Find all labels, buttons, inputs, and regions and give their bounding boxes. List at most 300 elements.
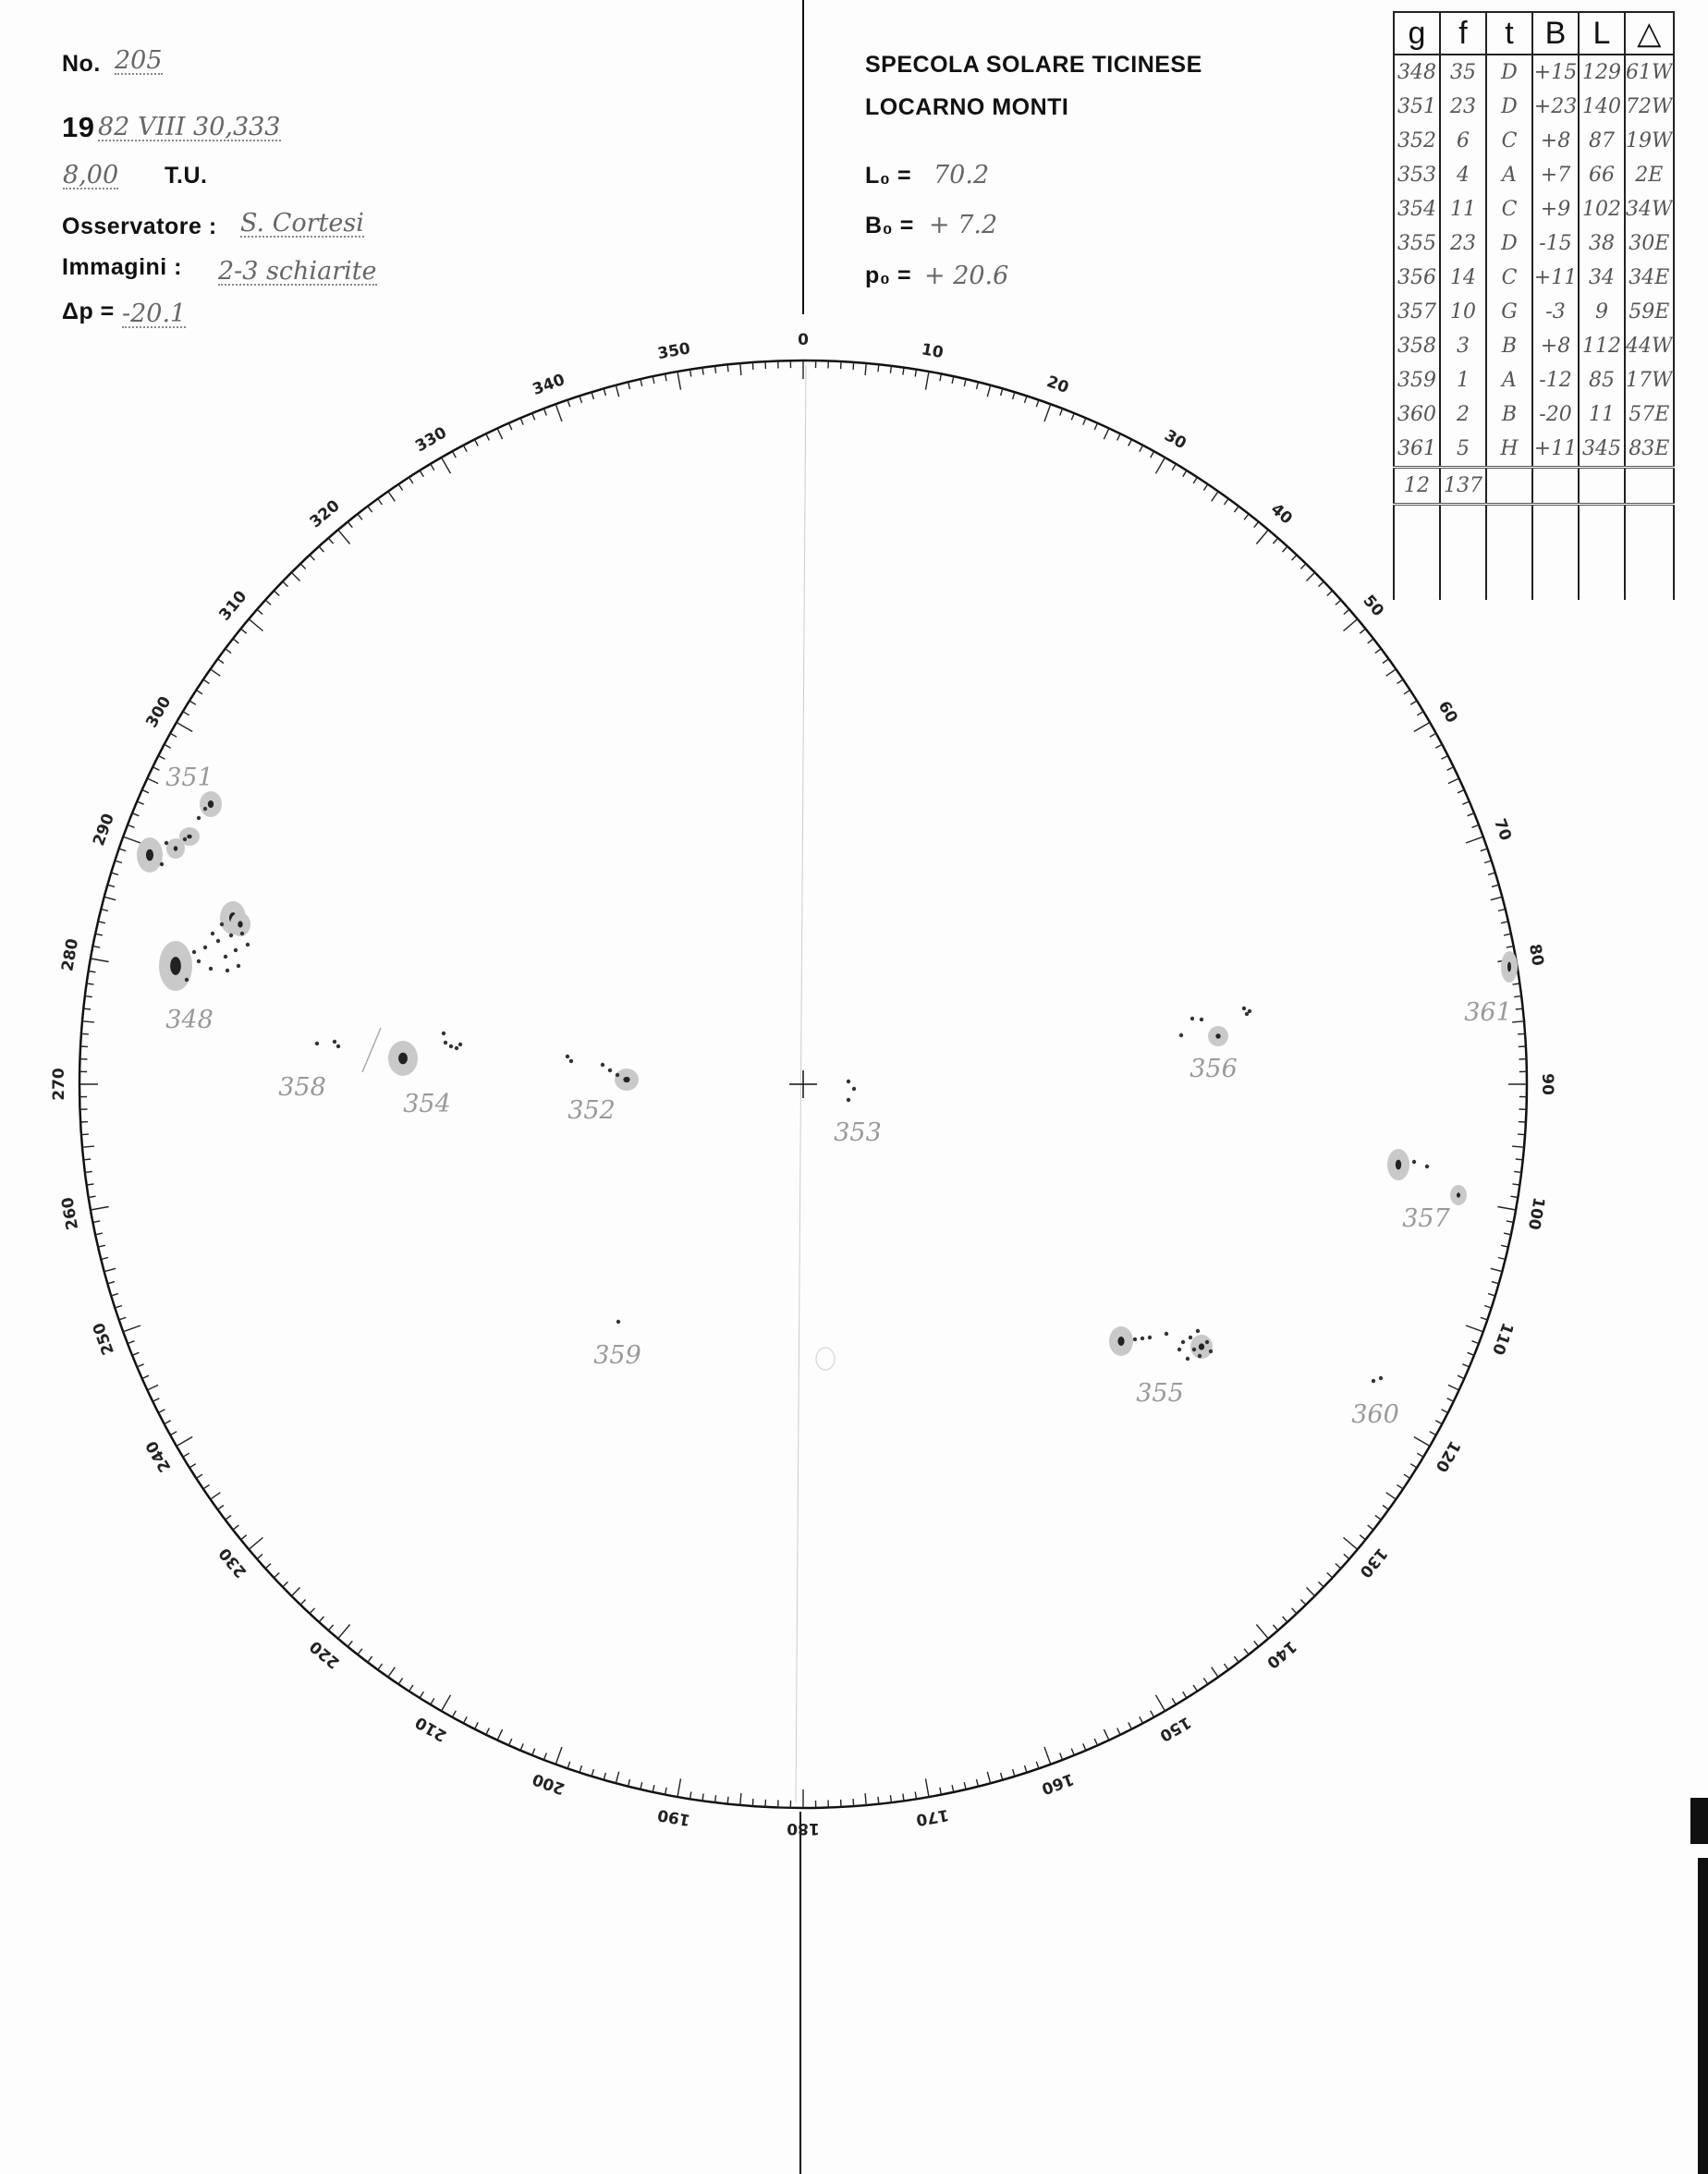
scale-tick (142, 1375, 149, 1378)
scale-tick (903, 1794, 904, 1801)
scale-tick (1327, 591, 1333, 596)
scale-tick (1001, 388, 1003, 396)
scale-tick (431, 1698, 434, 1704)
scale-tick (233, 1525, 238, 1530)
scale-tick (218, 659, 225, 664)
scale-tick (1497, 1207, 1516, 1211)
scale-label-350: 350 (655, 339, 692, 364)
scale-tick (1283, 546, 1287, 552)
scale-tick (940, 373, 942, 381)
scale-tick (83, 1008, 91, 1009)
scale-label-110: 110 (1488, 1320, 1517, 1358)
scale-tick (300, 1600, 306, 1606)
scale-tick (177, 1437, 192, 1447)
scale-tick (300, 564, 306, 569)
scale-tick (1083, 1743, 1086, 1750)
scale-tick (1360, 1535, 1365, 1540)
scale-tick (604, 388, 605, 396)
scale-tick (152, 1398, 159, 1402)
scale-tick (101, 910, 108, 911)
scale-tick (1300, 564, 1306, 569)
scale-tick (1462, 801, 1469, 804)
scale-tick (1513, 1184, 1520, 1185)
cell-delta: 34W (1625, 192, 1674, 226)
cell-L: 140 (1579, 90, 1625, 124)
scale-tick (1244, 1649, 1249, 1655)
scale-tick (165, 744, 171, 748)
col-header-t: t (1486, 12, 1532, 55)
scale-tick (319, 1617, 323, 1622)
scale-label-170: 170 (914, 1804, 951, 1829)
scale-tick (1307, 1588, 1315, 1596)
cell-t: C (1486, 124, 1532, 158)
scale-tick (1468, 1352, 1474, 1355)
scale-tick (1292, 1608, 1298, 1614)
scale-tick (348, 522, 352, 528)
scale-tick (1448, 1385, 1459, 1390)
scale-tick (1256, 1625, 1268, 1639)
p0-label: p₀ = (865, 263, 912, 288)
scale-tick (1344, 1554, 1349, 1558)
scale-tick (1504, 934, 1511, 935)
cell-t: A (1486, 158, 1532, 192)
scale-tick (291, 572, 299, 580)
scale-tick (196, 1474, 202, 1478)
scale-tick (1512, 1146, 1524, 1147)
scale-tick (283, 581, 288, 587)
images-label: Immagini : (62, 254, 183, 280)
sunspot-pore (847, 1098, 850, 1102)
scale-tick (1140, 446, 1143, 452)
cell-L: 38 (1579, 226, 1625, 261)
scale-label-120: 120 (1431, 1437, 1464, 1475)
sunspot-pore (566, 1055, 569, 1058)
observatory-name: SPECOLA SOLARE TICINESE (865, 52, 1202, 78)
sunspot-pore (1190, 1017, 1194, 1020)
sunspot-pore (1205, 1340, 1209, 1344)
scale-tick (1447, 1398, 1454, 1402)
scale-tick (111, 1294, 118, 1296)
scale-tick (409, 1685, 413, 1692)
cell-g: 357 (1394, 295, 1440, 329)
scale-tick (310, 555, 315, 560)
cell-B: -12 (1532, 363, 1579, 397)
scale-label-320: 320 (306, 496, 344, 532)
scale-label-310: 310 (215, 587, 251, 625)
sunspot-pore (192, 950, 196, 954)
sunspot-group-352 (566, 1055, 639, 1125)
scale-tick (890, 1795, 891, 1802)
scale-tick (1083, 418, 1086, 424)
scale-tick (1518, 1033, 1525, 1034)
scale-tick (1375, 649, 1381, 653)
scale-tick (1430, 733, 1436, 737)
scale-tick (452, 451, 456, 458)
scale-tick (677, 372, 681, 390)
sunspot-pore (852, 1087, 856, 1091)
scale-tick (1442, 1410, 1448, 1413)
scale-tick (964, 379, 966, 386)
scale-tick (358, 1649, 362, 1655)
scale-tick (89, 971, 96, 972)
L0-value: 70.2 (933, 161, 990, 189)
scale-tick (1514, 1171, 1521, 1172)
scale-label-60: 60 (1434, 698, 1461, 727)
sunspot-umbra (1117, 1337, 1124, 1346)
scale-tick (640, 1782, 642, 1789)
cell-L: 34 (1579, 261, 1625, 295)
scale-tick (702, 368, 703, 375)
sunspot-pore (160, 862, 164, 866)
scale-tick (119, 849, 127, 851)
scale-tick (420, 1692, 423, 1698)
scale-tick (1036, 1762, 1039, 1769)
scale-tick (1417, 1453, 1423, 1457)
sunspot-pore (315, 1042, 319, 1045)
scale-tick (1117, 434, 1121, 440)
group-label-353: 353 (834, 1118, 882, 1147)
scale-tick (137, 1364, 143, 1367)
scale-tick (1430, 1432, 1436, 1435)
scale-tick (1044, 1747, 1051, 1765)
scale-tick (1060, 1753, 1063, 1761)
scale-tick (81, 1033, 89, 1034)
scale-tick (398, 484, 402, 491)
scale-tick (520, 418, 523, 424)
scale-tick (853, 1799, 854, 1806)
scale-tick (115, 1306, 122, 1309)
sunspot-pore (197, 816, 201, 820)
pencil-mark (362, 1028, 381, 1072)
scale-tick (865, 363, 866, 375)
sunspot-pore (1186, 1357, 1190, 1361)
sunspot-pore (1248, 1009, 1251, 1013)
sunspot-group-348 (159, 901, 250, 1034)
scale-tick (509, 423, 512, 430)
scale-tick (509, 1739, 512, 1745)
sunspot-pore (197, 959, 201, 963)
scale-tick (328, 1625, 333, 1630)
scale-tick (1375, 1515, 1381, 1520)
sunspot-pore (1372, 1379, 1375, 1383)
group-label-355: 355 (1136, 1379, 1184, 1408)
scale-tick (1183, 470, 1187, 477)
cell-delta: 57E (1625, 397, 1674, 432)
scale-tick (592, 1769, 593, 1777)
sunspot-pore (336, 1044, 340, 1048)
cell-B: +15 (1532, 55, 1579, 90)
scale-tick (497, 1729, 503, 1740)
sunspot-pore (234, 948, 238, 952)
scale-tick (85, 1171, 92, 1172)
scale-tick (189, 701, 196, 704)
scale-tick (132, 1352, 139, 1355)
scale-tick (1183, 1692, 1187, 1698)
scale-tick (1140, 1716, 1143, 1723)
scale-tick (1514, 996, 1521, 997)
scale-tick (1151, 451, 1154, 458)
cell-f: 23 (1440, 90, 1486, 124)
scale-tick (1488, 873, 1495, 874)
cell-delta: 19W (1625, 124, 1674, 158)
scale-tick (690, 370, 691, 377)
scale-tick (183, 712, 189, 715)
scale-tick (211, 669, 221, 676)
cell-g: 355 (1394, 226, 1440, 261)
scale-tick (358, 514, 362, 519)
sunspot-pore (1165, 1332, 1168, 1336)
scale-tick (265, 1564, 271, 1569)
cell-t: C (1486, 261, 1532, 295)
cell-t: G (1486, 295, 1532, 329)
scale-tick (1448, 778, 1459, 784)
scale-tick (604, 1773, 605, 1780)
scale-tick (977, 1779, 979, 1787)
sunspot-pore (847, 1080, 850, 1083)
scale-tick (1466, 837, 1483, 843)
scale-tick (878, 1797, 879, 1804)
cell-delta: 83E (1625, 432, 1674, 468)
scale-tick (1225, 499, 1229, 506)
group-label-352: 352 (567, 1096, 616, 1125)
scale-tick (532, 1749, 535, 1755)
col-header-delta: △ (1625, 12, 1674, 55)
sunspot-pore (211, 932, 214, 935)
scale-tick (1397, 1484, 1404, 1488)
scale-tick (940, 1788, 942, 1795)
scale-tick (1193, 477, 1197, 483)
sunspot-pore (1242, 1007, 1246, 1010)
sunspot-group-359 (593, 1320, 641, 1370)
scale-tick (1336, 600, 1341, 605)
scale-tick (87, 983, 94, 984)
scale-tick (1319, 581, 1324, 587)
scale-tick (310, 1608, 315, 1614)
scale-tick (189, 1464, 196, 1468)
scale-label-80: 80 (1524, 942, 1547, 968)
scale-tick (82, 1021, 94, 1022)
scale-tick (1094, 1739, 1097, 1745)
sunspot-pore (1133, 1337, 1137, 1341)
cell-B: +23 (1532, 90, 1579, 124)
scale-label-290: 290 (90, 811, 118, 849)
number-value: 205 (115, 46, 163, 75)
sunspot-pore (1412, 1160, 1416, 1164)
scale-tick (865, 1793, 866, 1805)
cell-L: 102 (1579, 192, 1625, 226)
sunspot-pore (183, 837, 187, 841)
scale-tick (420, 470, 423, 477)
scale-tick (952, 376, 954, 384)
p0-value: + 20.6 (924, 262, 1009, 290)
sunspot-pore (1425, 1165, 1429, 1168)
scale-tick (486, 1728, 490, 1735)
scale-tick (1488, 1294, 1495, 1296)
scale-tick (226, 649, 231, 653)
cell-B: +11 (1532, 432, 1579, 468)
scale-tick (580, 1765, 582, 1773)
scale-tick (1156, 1695, 1165, 1711)
scale-tick (1327, 1573, 1333, 1579)
scale-tick (83, 1159, 91, 1160)
scale-tick (653, 1785, 654, 1792)
scale-tick (1193, 1685, 1197, 1692)
scale-tick (740, 363, 741, 375)
scale-tick (98, 922, 105, 923)
scale-tick (1044, 404, 1051, 421)
total-f: 137 (1440, 468, 1486, 505)
scale-tick (249, 619, 262, 631)
sunspot-umbra (623, 1077, 629, 1082)
scale-tick (283, 1582, 288, 1587)
scale-tick (1498, 1258, 1506, 1260)
cell-g: 354 (1394, 192, 1440, 226)
scale-tick (1484, 861, 1492, 863)
sunspot-pore (458, 1043, 462, 1046)
scale-tick (257, 1554, 262, 1558)
cell-f: 6 (1440, 124, 1486, 158)
cell-delta: 59E (1625, 295, 1674, 329)
scale-label-160: 160 (1039, 1769, 1077, 1798)
scale-tick (543, 409, 546, 416)
scale-tick (1256, 530, 1268, 544)
sunspot-pore (569, 1059, 573, 1063)
scale-tick (1511, 1196, 1519, 1197)
scale-tick (1273, 538, 1277, 544)
cell-L: 11 (1579, 397, 1625, 432)
scale-tick (1492, 885, 1499, 886)
scale-tick (1225, 1664, 1229, 1670)
B0-value: + 7.2 (929, 211, 998, 239)
scale-tick (1516, 1159, 1523, 1160)
col-header-L: L (1579, 12, 1625, 55)
scale-tick (119, 1317, 127, 1320)
scale-tick (1512, 1021, 1524, 1022)
scale-label-10: 10 (920, 340, 946, 363)
scale-tick (1300, 1600, 1306, 1606)
scale-tick (1404, 1474, 1410, 1478)
sunspot-pore (1379, 1376, 1383, 1380)
scale-tick (128, 824, 135, 827)
scale-tick (1094, 423, 1097, 430)
sunspot-pore (1196, 1329, 1200, 1333)
cell-g: 348 (1394, 55, 1440, 90)
scale-tick (1498, 910, 1506, 911)
scale-tick (1212, 492, 1218, 502)
scale-tick (964, 1782, 966, 1789)
sunspot-pore (333, 1040, 336, 1044)
sunspot-pore (203, 946, 207, 949)
scale-tick (147, 778, 158, 784)
scale-label-40: 40 (1266, 500, 1296, 529)
scale-tick (1491, 897, 1503, 899)
observer-label: Osservatore : (62, 214, 217, 239)
scale-tick (1344, 619, 1358, 631)
date-value: 82 VIII 30,333 (98, 113, 281, 141)
scale-tick (95, 1233, 103, 1235)
scale-tick (319, 546, 323, 552)
scale-tick (497, 428, 503, 439)
scale-tick (903, 368, 904, 375)
scale-tick (1001, 1773, 1003, 1780)
group-label-356: 356 (1190, 1055, 1238, 1083)
scale-label-240: 240 (142, 1437, 176, 1475)
scale-label-200: 200 (530, 1769, 567, 1798)
sunspot-umbra (208, 800, 214, 808)
scale-tick (338, 1625, 350, 1639)
sunspot-umbra (1457, 1192, 1460, 1197)
group-label-354: 354 (403, 1090, 451, 1118)
sunspot-umbra (1396, 1160, 1401, 1170)
cell-L: 85 (1579, 363, 1625, 397)
scale-label-0: 0 (798, 331, 809, 349)
cell-f: 23 (1440, 226, 1486, 261)
scale-tick (177, 723, 192, 732)
sunspot-pore (1189, 1336, 1192, 1339)
cell-g: 361 (1394, 432, 1440, 468)
scale-tick (274, 1573, 279, 1579)
scale-tick (1501, 1245, 1508, 1247)
group-label-359: 359 (593, 1341, 641, 1370)
sunspot-pore (209, 967, 213, 971)
scale-tick (1410, 701, 1417, 704)
scale-tick (628, 1779, 630, 1787)
scale-label-220: 220 (306, 1636, 344, 1672)
scale-tick (101, 1258, 108, 1260)
scale-tick (89, 1196, 96, 1197)
scale-tick (1414, 723, 1430, 732)
scale-tick (580, 396, 582, 403)
scale-tick (752, 362, 753, 370)
sunspot-umbra (170, 957, 181, 975)
scale-tick (1156, 458, 1165, 473)
cell-t: B (1486, 329, 1532, 363)
scale-label-30: 30 (1161, 426, 1190, 454)
cell-delta: 44W (1625, 329, 1674, 363)
scale-tick (878, 364, 879, 372)
cell-g: 353 (1394, 158, 1440, 192)
scale-tick (1151, 1711, 1154, 1717)
scale-tick (452, 1711, 456, 1717)
group-label-358: 358 (278, 1073, 326, 1102)
sunspot-pore (1141, 1337, 1144, 1340)
scale-tick (1414, 1437, 1430, 1447)
scale-tick (952, 1785, 954, 1792)
cell-B: +9 (1532, 192, 1579, 226)
scale-tick (1360, 629, 1365, 633)
cell-t: D (1486, 55, 1532, 90)
scale-tick (1128, 1723, 1132, 1729)
sunspot-pore (442, 1032, 445, 1035)
scale-tick (1025, 1765, 1028, 1773)
scale-tick (727, 364, 728, 372)
scale-tick (431, 464, 434, 470)
scale-tick (1071, 1749, 1074, 1755)
scale-tick (1458, 790, 1464, 793)
scale-tick (475, 439, 479, 446)
scale-tick (1234, 1656, 1238, 1662)
scale-tick (1254, 1641, 1259, 1646)
scale-tick (147, 1385, 158, 1390)
scale-tick (987, 385, 990, 397)
scale-tick (727, 1797, 728, 1804)
scale-tick (257, 609, 262, 614)
sunspot-group-355 (1109, 1326, 1213, 1408)
scale-tick (1462, 1364, 1469, 1367)
scale-tick (274, 591, 279, 596)
sunspot-umbra (187, 835, 191, 839)
col-header-g: g (1394, 12, 1440, 55)
